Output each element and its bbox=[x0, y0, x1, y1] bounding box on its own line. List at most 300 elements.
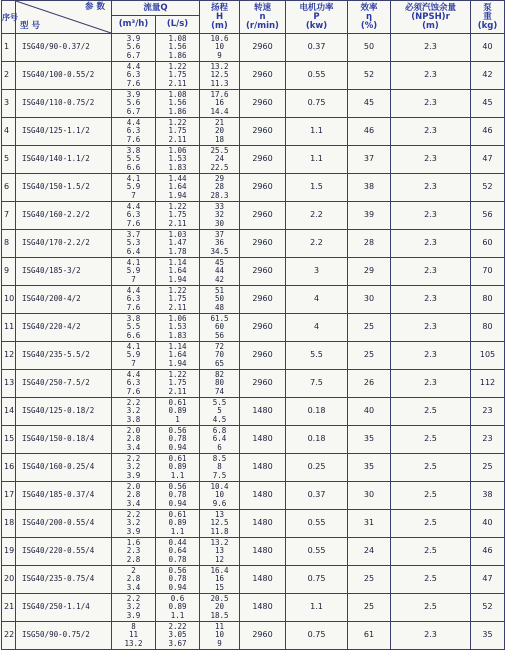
header-flow bbox=[112, 1, 200, 34]
cell-npsh: 2.5 bbox=[391, 510, 471, 538]
header-weight bbox=[471, 1, 505, 34]
cell-weight: 60 bbox=[471, 230, 505, 258]
cell-model: ISG40/150-0.18/4 bbox=[16, 426, 112, 454]
cell-flow-ls-value: 1.08 bbox=[168, 89, 187, 99]
cell-head-value: 20.5 bbox=[210, 593, 229, 603]
cell-flow-m3h-value: 4.4 bbox=[126, 369, 141, 379]
header-head-unit: (m) bbox=[211, 20, 228, 31]
cell-flow-m3h bbox=[112, 622, 156, 650]
cell-flow-m3h-value: 3.7 bbox=[126, 229, 141, 239]
cell-flow-ls-value: 1.1 bbox=[170, 610, 185, 620]
cell-head bbox=[200, 258, 240, 286]
cell-head bbox=[200, 594, 240, 622]
cell-flow-ls-value: 1.94 bbox=[168, 274, 187, 284]
cell-flow-ls-value: 0.89 bbox=[168, 518, 187, 528]
cell-head-value: 51 bbox=[214, 285, 225, 295]
cell-flow-ls-value: 0.94 bbox=[168, 498, 187, 508]
cell-head-value: 65 bbox=[214, 358, 225, 368]
cell-flow-m3h bbox=[112, 482, 156, 510]
cell-head bbox=[200, 622, 240, 650]
cell-power: 7.5 bbox=[286, 370, 348, 398]
cell-flow-ls-value: 0.89 bbox=[168, 462, 187, 472]
header-param-model bbox=[16, 1, 112, 34]
cell-npsh: 2.3 bbox=[391, 230, 471, 258]
cell-speed: 2960 bbox=[240, 202, 286, 230]
table-row bbox=[2, 370, 505, 398]
cell-npsh: 2.5 bbox=[391, 454, 471, 482]
cell-head-value: 10.4 bbox=[210, 481, 229, 491]
cell-flow-m3h-value: 6.3 bbox=[126, 126, 141, 136]
cell-speed: 2960 bbox=[240, 622, 286, 650]
cell-efficiency: 61 bbox=[348, 622, 391, 650]
header-speed-label: 转速 bbox=[253, 2, 271, 13]
cell-flow-ls-value: 1.75 bbox=[168, 294, 187, 304]
cell-flow-ls bbox=[156, 258, 200, 286]
cell-speed: 1480 bbox=[240, 426, 286, 454]
cell-index: 22 bbox=[2, 622, 16, 650]
table-row bbox=[2, 482, 505, 510]
cell-npsh: 2.3 bbox=[391, 314, 471, 342]
cell-head bbox=[200, 566, 240, 594]
cell-flow-ls-value: 2.11 bbox=[168, 386, 187, 396]
cell-head-value: 20 bbox=[214, 602, 225, 612]
cell-head-value: 34.5 bbox=[210, 246, 229, 256]
cell-head-value: 45 bbox=[214, 257, 225, 267]
cell-head-value: 8 bbox=[217, 462, 222, 472]
header-power-unit: (kw) bbox=[305, 20, 328, 31]
table-row bbox=[2, 538, 505, 566]
header-eff-label: 效率 bbox=[360, 2, 378, 13]
cell-flow-m3h bbox=[112, 426, 156, 454]
cell-model: ISG40/250-1.1/4 bbox=[16, 594, 112, 622]
cell-flow-m3h-value: 6.3 bbox=[126, 210, 141, 220]
cell-head bbox=[200, 426, 240, 454]
cell-head-value: 82 bbox=[214, 369, 225, 379]
header-npsh-label: 必须汽蚀余量 bbox=[404, 2, 456, 13]
cell-head bbox=[200, 286, 240, 314]
cell-head-value: 5.5 bbox=[212, 397, 227, 407]
cell-weight: 52 bbox=[471, 174, 505, 202]
cell-flow-m3h-value: 4.4 bbox=[126, 285, 141, 295]
cell-flow-ls-value: 0.78 bbox=[168, 554, 187, 564]
cell-flow-ls-value: 0.94 bbox=[168, 582, 187, 592]
cell-flow-ls-value: 2.22 bbox=[168, 621, 187, 631]
cell-flow-m3h-value: 4.4 bbox=[126, 61, 141, 71]
cell-flow-m3h-value: 3.2 bbox=[126, 518, 141, 528]
cell-flow-ls-value: 0.6 bbox=[170, 593, 185, 603]
cell-weight: 52 bbox=[471, 594, 505, 622]
cell-head bbox=[200, 398, 240, 426]
cell-model: ISG40/200-0.55/4 bbox=[16, 510, 112, 538]
header-power-label: 电机功率 bbox=[299, 2, 334, 13]
cell-flow-ls-value: 0.44 bbox=[168, 537, 187, 547]
cell-power: 4 bbox=[286, 314, 348, 342]
cell-power: 4 bbox=[286, 286, 348, 314]
cell-flow-ls-value: 1.86 bbox=[168, 106, 187, 116]
cell-head bbox=[200, 370, 240, 398]
cell-head-value: 10 bbox=[214, 42, 225, 52]
cell-flow-m3h-value: 2 bbox=[131, 565, 136, 575]
cell-weight: 45 bbox=[471, 90, 505, 118]
table-row bbox=[2, 118, 505, 146]
cell-flow-m3h-value: 3.9 bbox=[126, 526, 141, 536]
cell-head-value: 6.4 bbox=[212, 434, 227, 444]
cell-head bbox=[200, 174, 240, 202]
cell-flow-ls bbox=[156, 146, 200, 174]
cell-head-value: 56 bbox=[214, 330, 225, 340]
cell-head-value: 36 bbox=[214, 238, 225, 248]
cell-head-value: 13.2 bbox=[210, 61, 229, 71]
cell-flow-ls-value: 1.86 bbox=[168, 50, 187, 60]
cell-flow-m3h bbox=[112, 230, 156, 258]
cell-index: 13 bbox=[2, 370, 16, 398]
cell-head-value: 13 bbox=[214, 546, 225, 556]
cell-index: 14 bbox=[2, 398, 16, 426]
cell-flow-m3h-value: 8 bbox=[131, 621, 136, 631]
cell-model: ISG40/140-1.1/2 bbox=[16, 146, 112, 174]
cell-flow-ls bbox=[156, 118, 200, 146]
cell-flow-m3h-value: 13.2 bbox=[124, 638, 143, 648]
cell-speed: 2960 bbox=[240, 174, 286, 202]
cell-flow-ls bbox=[156, 286, 200, 314]
header-head bbox=[200, 1, 240, 34]
cell-index: 5 bbox=[2, 146, 16, 174]
cell-flow-ls bbox=[156, 342, 200, 370]
cell-flow-ls bbox=[156, 314, 200, 342]
cell-flow-m3h-value: 3.9 bbox=[126, 33, 141, 43]
cell-flow-m3h-value: 6.6 bbox=[126, 162, 141, 172]
cell-speed: 1480 bbox=[240, 454, 286, 482]
cell-flow-ls-value: 1.53 bbox=[168, 322, 187, 332]
cell-npsh: 2.3 bbox=[391, 370, 471, 398]
cell-flow-m3h-value: 6.7 bbox=[126, 50, 141, 60]
header-model-label: 型 号 bbox=[20, 21, 40, 31]
cell-flow-ls bbox=[156, 538, 200, 566]
cell-weight: 70 bbox=[471, 258, 505, 286]
cell-index: 21 bbox=[2, 594, 16, 622]
cell-flow-m3h-value: 4.1 bbox=[126, 173, 141, 183]
cell-head bbox=[200, 118, 240, 146]
cell-power: 0.37 bbox=[286, 34, 348, 62]
cell-flow-ls bbox=[156, 622, 200, 650]
cell-flow-ls-value: 2.11 bbox=[168, 134, 187, 144]
cell-flow-ls-value: 1.53 bbox=[168, 154, 187, 164]
cell-head-value: 33 bbox=[214, 201, 225, 211]
cell-flow-m3h-value: 6.6 bbox=[126, 330, 141, 340]
cell-flow-m3h-value: 4.1 bbox=[126, 257, 141, 267]
cell-flow-ls-value: 1.22 bbox=[168, 61, 187, 71]
cell-efficiency: 25 bbox=[348, 594, 391, 622]
cell-efficiency: 38 bbox=[348, 174, 391, 202]
cell-flow-ls-value: 1.22 bbox=[168, 117, 187, 127]
cell-speed: 2960 bbox=[240, 314, 286, 342]
cell-model: ISG40/90-0.37/2 bbox=[16, 34, 112, 62]
table-row bbox=[2, 454, 505, 482]
table-row bbox=[2, 342, 505, 370]
cell-flow-ls-value: 0.56 bbox=[168, 425, 187, 435]
cell-head-value: 50 bbox=[214, 294, 225, 304]
cell-head-value: 7.5 bbox=[212, 470, 227, 480]
cell-npsh: 2.3 bbox=[391, 34, 471, 62]
cell-index: 11 bbox=[2, 314, 16, 342]
cell-speed: 2960 bbox=[240, 62, 286, 90]
cell-flow-m3h-value: 2.2 bbox=[126, 509, 141, 519]
cell-flow-ls bbox=[156, 426, 200, 454]
cell-speed: 1480 bbox=[240, 566, 286, 594]
cell-flow-m3h-value: 3.4 bbox=[126, 582, 141, 592]
cell-npsh: 2.5 bbox=[391, 594, 471, 622]
cell-head-value: 70 bbox=[214, 350, 225, 360]
cell-npsh: 2.3 bbox=[391, 146, 471, 174]
cell-head bbox=[200, 454, 240, 482]
cell-flow-ls-value: 1.64 bbox=[168, 182, 187, 192]
cell-npsh: 2.3 bbox=[391, 62, 471, 90]
cell-head-value: 13 bbox=[214, 509, 225, 519]
cell-flow-m3h-value: 3.4 bbox=[126, 498, 141, 508]
cell-flow-m3h-value: 5.6 bbox=[126, 98, 141, 108]
cell-flow-ls bbox=[156, 90, 200, 118]
cell-head bbox=[200, 314, 240, 342]
cell-flow-m3h bbox=[112, 370, 156, 398]
cell-efficiency: 31 bbox=[348, 510, 391, 538]
cell-flow-ls-value: 1.08 bbox=[168, 33, 187, 43]
cell-index: 10 bbox=[2, 286, 16, 314]
cell-speed: 2960 bbox=[240, 258, 286, 286]
cell-flow-m3h bbox=[112, 90, 156, 118]
cell-flow-ls-value: 2.11 bbox=[168, 78, 187, 88]
header-weight-label-1: 泵 bbox=[483, 2, 492, 13]
header-eff-unit: (%) bbox=[360, 20, 378, 31]
cell-flow-m3h-value: 2.8 bbox=[126, 490, 141, 500]
cell-flow-ls-value: 1.22 bbox=[168, 285, 187, 295]
cell-flow-ls-value: 2.11 bbox=[168, 218, 187, 228]
cell-flow-m3h-value: 7.6 bbox=[126, 386, 141, 396]
cell-head-value: 44 bbox=[214, 266, 225, 276]
cell-head-value: 8.5 bbox=[212, 453, 227, 463]
cell-flow-ls-value: 0.61 bbox=[168, 453, 187, 463]
cell-flow-m3h-value: 3.8 bbox=[126, 414, 141, 424]
cell-power: 0.37 bbox=[286, 482, 348, 510]
cell-speed: 1480 bbox=[240, 510, 286, 538]
cell-power: 5.5 bbox=[286, 342, 348, 370]
cell-flow-m3h-value: 5.5 bbox=[126, 322, 141, 332]
cell-flow-ls-value: 1.06 bbox=[168, 145, 187, 155]
header-flow-unit-ls: (L/s) bbox=[166, 19, 189, 29]
cell-head-value: 20 bbox=[214, 126, 225, 136]
header-npsh bbox=[391, 1, 471, 34]
cell-flow-m3h bbox=[112, 258, 156, 286]
cell-flow-ls-value: 1.56 bbox=[168, 98, 187, 108]
table-row bbox=[2, 286, 505, 314]
cell-flow-m3h-value: 3.8 bbox=[126, 145, 141, 155]
cell-flow-ls bbox=[156, 398, 200, 426]
cell-head bbox=[200, 342, 240, 370]
cell-flow-m3h-value: 3.4 bbox=[126, 442, 141, 452]
header-weight-label-2: 重 bbox=[483, 11, 492, 22]
table-row bbox=[2, 258, 505, 286]
cell-flow-m3h-value: 3.8 bbox=[126, 313, 141, 323]
cell-flow-ls-value: 1.14 bbox=[168, 341, 187, 351]
cell-index: 6 bbox=[2, 174, 16, 202]
cell-head-value: 61.5 bbox=[210, 313, 229, 323]
cell-flow-ls-value: 1.94 bbox=[168, 358, 187, 368]
cell-flow-m3h-value: 2.2 bbox=[126, 453, 141, 463]
pump-spec-table bbox=[1, 0, 505, 650]
header-head-label: 扬程 bbox=[210, 2, 228, 13]
cell-flow-m3h bbox=[112, 118, 156, 146]
cell-head-value: 11 bbox=[214, 621, 225, 631]
cell-head bbox=[200, 510, 240, 538]
cell-flow-ls bbox=[156, 174, 200, 202]
cell-weight: 80 bbox=[471, 286, 505, 314]
cell-head bbox=[200, 230, 240, 258]
cell-efficiency: 30 bbox=[348, 482, 391, 510]
cell-model: ISG40/160-0.25/4 bbox=[16, 454, 112, 482]
cell-head-value: 14.4 bbox=[210, 106, 229, 116]
cell-flow-ls-value: 1.64 bbox=[168, 350, 187, 360]
cell-flow-ls-value: 1.06 bbox=[168, 313, 187, 323]
cell-flow-ls-value: 1.14 bbox=[168, 257, 187, 267]
cell-flow-m3h-value: 6.7 bbox=[126, 106, 141, 116]
cell-flow-m3h-value: 6.4 bbox=[126, 246, 141, 256]
cell-head-value: 6 bbox=[217, 442, 222, 452]
header-eff-symbol: η bbox=[365, 11, 373, 22]
cell-efficiency: 35 bbox=[348, 454, 391, 482]
cell-index: 4 bbox=[2, 118, 16, 146]
cell-power: 0.55 bbox=[286, 510, 348, 538]
cell-head bbox=[200, 62, 240, 90]
cell-head-value: 16.4 bbox=[210, 565, 229, 575]
cell-efficiency: 29 bbox=[348, 258, 391, 286]
cell-flow-ls bbox=[156, 202, 200, 230]
cell-flow-ls bbox=[156, 510, 200, 538]
cell-flow-ls-value: 1.75 bbox=[168, 378, 187, 388]
cell-speed: 2960 bbox=[240, 90, 286, 118]
cell-model: ISG40/235-0.75/4 bbox=[16, 566, 112, 594]
cell-flow-ls-value: 0.61 bbox=[168, 509, 187, 519]
header-index-label: 序号 bbox=[2, 12, 18, 22]
cell-speed: 2960 bbox=[240, 118, 286, 146]
cell-flow-m3h-value: 3.2 bbox=[126, 602, 141, 612]
cell-flow-ls-value: 0.94 bbox=[168, 442, 187, 452]
header-weight-unit: (kg) bbox=[477, 20, 498, 31]
cell-flow-m3h-value: 11 bbox=[128, 630, 139, 640]
cell-flow-ls-value: 1.56 bbox=[168, 42, 187, 52]
header-speed bbox=[240, 1, 286, 34]
cell-flow-m3h-value: 5.5 bbox=[126, 154, 141, 164]
header-efficiency bbox=[348, 1, 391, 34]
cell-flow-m3h-value: 6.3 bbox=[126, 294, 141, 304]
cell-npsh: 2.5 bbox=[391, 398, 471, 426]
cell-index: 20 bbox=[2, 566, 16, 594]
cell-head-value: 28.3 bbox=[210, 190, 229, 200]
cell-flow-ls-value: 0.78 bbox=[168, 574, 187, 584]
cell-power: 0.75 bbox=[286, 622, 348, 650]
cell-index: 9 bbox=[2, 258, 16, 286]
cell-model: ISG40/125-0.18/2 bbox=[16, 398, 112, 426]
cell-flow-ls-value: 1.1 bbox=[170, 526, 185, 536]
cell-flow-m3h bbox=[112, 146, 156, 174]
cell-model: ISG40/185-3/2 bbox=[16, 258, 112, 286]
cell-flow-m3h-value: 5.9 bbox=[126, 266, 141, 276]
cell-head-value: 32 bbox=[214, 210, 225, 220]
cell-head-value: 18 bbox=[214, 134, 225, 144]
cell-flow-m3h-value: 7.6 bbox=[126, 302, 141, 312]
cell-flow-m3h bbox=[112, 594, 156, 622]
cell-index: 18 bbox=[2, 510, 16, 538]
cell-index: 15 bbox=[2, 426, 16, 454]
cell-flow-m3h-value: 1.6 bbox=[126, 537, 141, 547]
table-row bbox=[2, 34, 505, 62]
cell-efficiency: 52 bbox=[348, 62, 391, 90]
cell-head-value: 22.5 bbox=[210, 162, 229, 172]
cell-head-value: 80 bbox=[214, 378, 225, 388]
cell-head-value: 48 bbox=[214, 302, 225, 312]
cell-flow-m3h-value: 2.8 bbox=[126, 554, 141, 564]
cell-speed: 2960 bbox=[240, 146, 286, 174]
cell-speed: 2960 bbox=[240, 34, 286, 62]
cell-index: 3 bbox=[2, 90, 16, 118]
cell-head bbox=[200, 34, 240, 62]
cell-flow-ls bbox=[156, 34, 200, 62]
cell-head-value: 16 bbox=[214, 574, 225, 584]
cell-npsh: 2.5 bbox=[391, 566, 471, 594]
cell-npsh: 2.3 bbox=[391, 286, 471, 314]
cell-flow-m3h bbox=[112, 510, 156, 538]
cell-head-value: 18.5 bbox=[210, 610, 229, 620]
cell-efficiency: 35 bbox=[348, 426, 391, 454]
header-row bbox=[2, 1, 505, 34]
cell-head-value: 12.5 bbox=[210, 518, 229, 528]
cell-flow-m3h-value: 7.6 bbox=[126, 78, 141, 88]
cell-flow-ls bbox=[156, 62, 200, 90]
cell-flow-ls-value: 1.44 bbox=[168, 173, 187, 183]
table-row bbox=[2, 594, 505, 622]
cell-flow-m3h-value: 3.2 bbox=[126, 462, 141, 472]
cell-model: ISG40/160-2.2/2 bbox=[16, 202, 112, 230]
table-row bbox=[2, 146, 505, 174]
cell-flow-m3h-value: 7 bbox=[131, 190, 136, 200]
cell-flow-ls-value: 1.83 bbox=[168, 162, 187, 172]
cell-flow-ls bbox=[156, 370, 200, 398]
cell-model: ISG40/170-2.2/2 bbox=[16, 230, 112, 258]
cell-model: ISG40/185-0.37/4 bbox=[16, 482, 112, 510]
cell-weight: 23 bbox=[471, 398, 505, 426]
cell-weight: 46 bbox=[471, 538, 505, 566]
table-row bbox=[2, 230, 505, 258]
cell-flow-m3h-value: 2.3 bbox=[126, 546, 141, 556]
cell-speed: 1480 bbox=[240, 482, 286, 510]
cell-npsh: 2.3 bbox=[391, 202, 471, 230]
cell-weight: 25 bbox=[471, 454, 505, 482]
cell-flow-m3h-value: 4.4 bbox=[126, 201, 141, 211]
cell-flow-ls-value: 0.64 bbox=[168, 546, 187, 556]
cell-weight: 47 bbox=[471, 146, 505, 174]
cell-flow-m3h-value: 5.3 bbox=[126, 238, 141, 248]
cell-weight: 40 bbox=[471, 510, 505, 538]
cell-npsh: 2.5 bbox=[391, 538, 471, 566]
cell-flow-m3h-value: 4.4 bbox=[126, 117, 141, 127]
cell-weight: 35 bbox=[471, 622, 505, 650]
cell-efficiency: 50 bbox=[348, 34, 391, 62]
cell-weight: 38 bbox=[471, 482, 505, 510]
header-power bbox=[286, 1, 348, 34]
cell-head-value: 10 bbox=[214, 630, 225, 640]
cell-index: 2 bbox=[2, 62, 16, 90]
cell-head bbox=[200, 482, 240, 510]
cell-flow-ls-value: 0.61 bbox=[168, 397, 187, 407]
cell-head-value: 11.8 bbox=[210, 526, 229, 536]
